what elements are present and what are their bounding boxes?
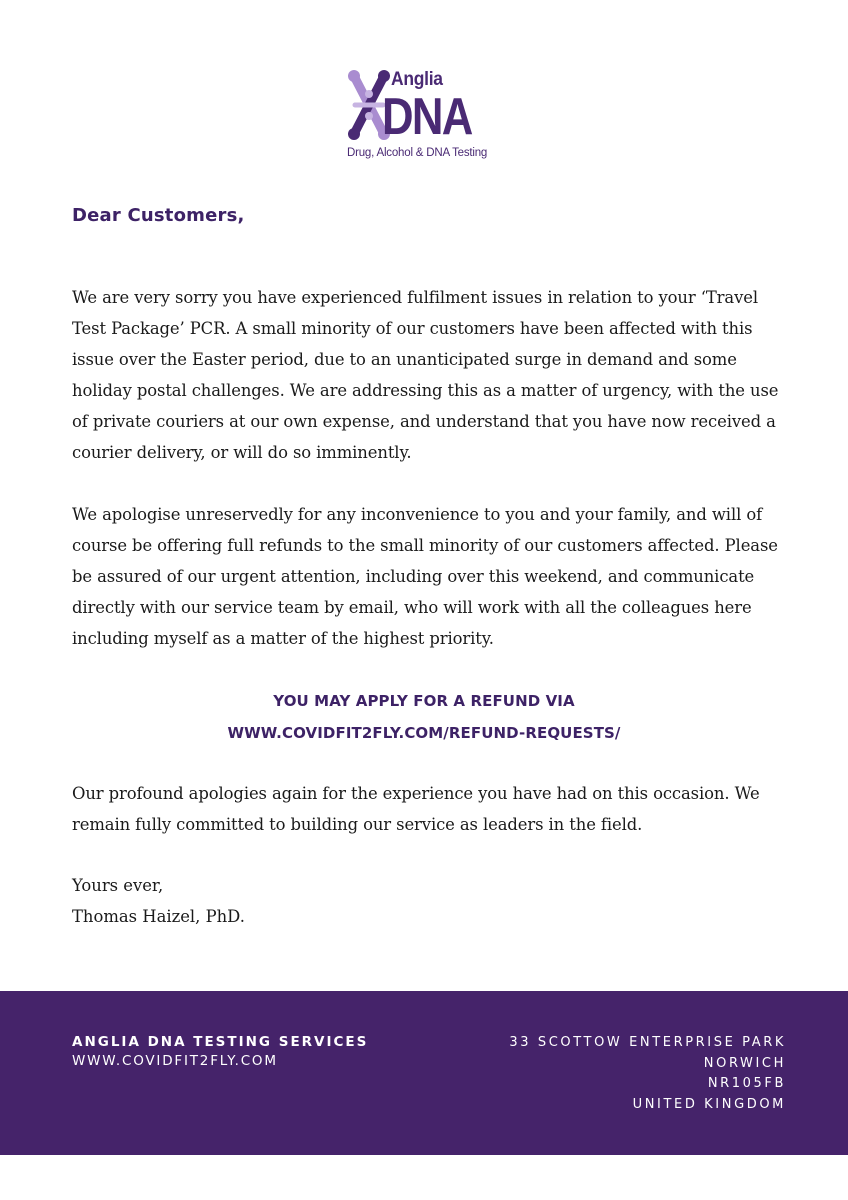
- footer-address-line: 33 SCOTTOW ENTERPRISE PARK: [509, 1035, 786, 1050]
- refund-notice-line-1: YOU MAY APPLY FOR A REFUND VIA: [273, 692, 575, 710]
- footer-company-block: [72, 1033, 368, 1071]
- refund-notice: [72, 685, 776, 749]
- footer-address-line: UNITED KINGDOM: [632, 1096, 786, 1112]
- logo-brand-top: Anglia: [391, 69, 443, 90]
- footer-website-link[interactable]: WWW.COVIDFIT2FLY.COM: [72, 1053, 278, 1069]
- letter-signoff: [72, 870, 245, 932]
- footer-bar: [0, 991, 848, 1155]
- letter-closing: Yours ever,: [72, 876, 164, 895]
- footer-company-name: ANGLIA DNA TESTING SERVICES: [72, 1034, 369, 1050]
- refund-url-link[interactable]: WWW.COVIDFIT2FLY.COM/REFUND-REQUESTS/: [227, 724, 621, 742]
- letter-signature: Thomas Haizel, PhD.: [72, 907, 245, 926]
- logo-brand-main: DNA: [382, 88, 472, 146]
- footer-address: [509, 1033, 786, 1115]
- letter-paragraph-1: We are very sorry you have experienced fulfilment issues in relation to your ‘Travel Test Package’ PCR. A small minority of our customers have been affected with this issue over the Easter period, due to an unanticipated surge in demand and some holiday postal challenges. We are addressing this as a matter of urgency, with the use of private couriers at our own expense, and understand that you have now received a courier delivery, or will do so imminently.: [72, 288, 779, 462]
- footer-address-line: NORWICH: [703, 1055, 786, 1071]
- company-logo: [347, 70, 507, 162]
- letter-paragraph-2: We apologise unreservedly for any inconvenience to you and your family, and will of course be offering full refunds to the small minority of our customers affected. Please be assured of our urgent attention, including over this weekend, and communicate directly with our service team by email, who will work with all the colleagues here including myself as a matter of the highest priority.: [72, 505, 778, 648]
- logo-tagline: Drug, Alcohol & DNA Testing: [347, 147, 488, 159]
- letter-greeting: Dear Customers,: [72, 205, 245, 226]
- footer-address-line: NR105FB: [707, 1076, 786, 1091]
- letter-paragraph-3: Our profound apologies again for the experience you have had on this occasion. We remain fully committed to building our service as leaders in the field.: [72, 784, 760, 834]
